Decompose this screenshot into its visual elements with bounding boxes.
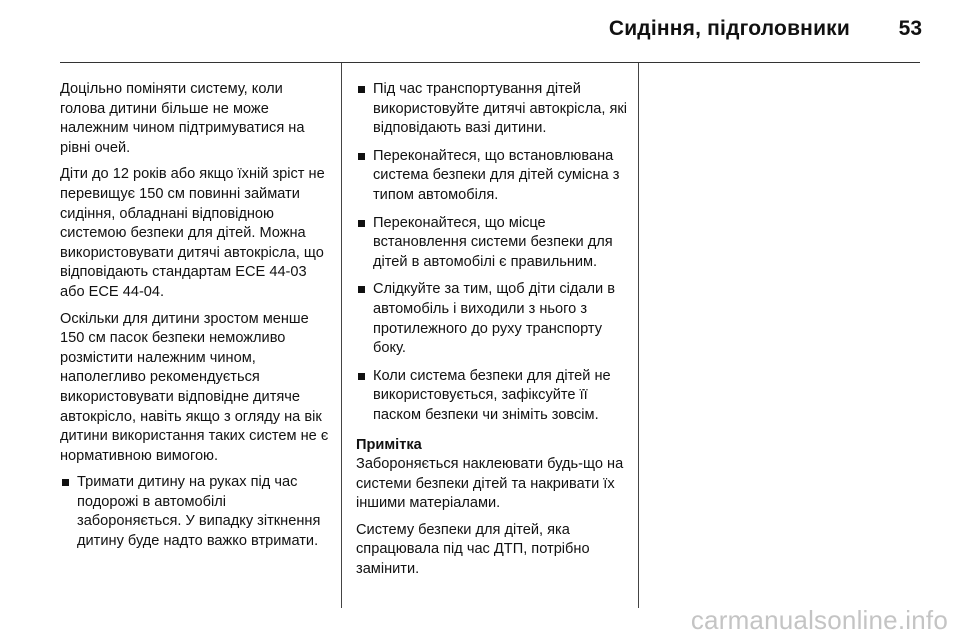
middle-column: [356, 80, 628, 587]
column-divider-right: [638, 63, 639, 608]
bullet-text: Тримати дитину на руках під час подорожі в автомобілі забороняється. У випадку зіткнення дитину буде надто важко втримати.: [77, 474, 321, 550]
bullet-item: [356, 80, 628, 139]
square-bullet-icon: [358, 373, 365, 380]
bullet-item: [60, 473, 330, 551]
left-column: [60, 80, 330, 560]
bullet-item: [356, 147, 628, 206]
header-rule: [60, 62, 920, 63]
paragraph: Доцільно поміняти систему, коли голова дитини більше не може належним чином підтримуватися на рівні очей.: [60, 81, 305, 156]
bullet-text: Коли система безпеки для дітей не використовується, зафіксуйте її паском безпеки чи зніміть зовсім.: [373, 367, 611, 423]
paragraph: Оскільки для дитини зростом менше 150 см пасок безпеки неможливо розмістити належним чином, наполегливо рекомендується використовувати відповідне дитяче автокрісло, навіть якщо з огляду на вік дитини використання таких систем не є нормативною вимогою.: [60, 310, 329, 464]
bullet-item: [356, 367, 628, 426]
page-number: 53: [898, 17, 922, 40]
square-bullet-icon: [358, 220, 365, 227]
closing-paragraph: Систему безпеки для дітей, яка спрацювала під час ДТП, потрібно замінити.: [356, 521, 590, 578]
square-bullet-icon: [358, 153, 365, 160]
note-heading: Примітка: [356, 436, 422, 453]
bullet-text: Переконайтеся, що місце встановлення системи безпеки для дітей в автомобілі є правильним.: [373, 214, 613, 270]
page-header-title: Сидіння, підголовники: [608, 17, 850, 40]
paragraph: Діти до 12 років або якщо їхній зріст не перевищує 150 см повинні займати сидіння, обладнані відповідною системою безпеки для дітей. Можна використовувати дитячі автокрісла, що відповідають стандартам ЕСЕ 44-03 або ЕСЕ 44-04.: [60, 166, 325, 300]
bullet-text: Під час транспортування дітей використовуйте дитячі автокрісла, які відповідають вазі дитини.: [373, 81, 627, 137]
watermark: carmanualsonline.info: [690, 605, 948, 635]
square-bullet-icon: [358, 286, 365, 293]
bullet-item: [356, 280, 628, 358]
note-text: Забороняється наклеювати будь-що на системи безпеки дітей та накривати їх іншими матеріалами.: [356, 456, 624, 512]
bullet-text: Слідкуйте за тим, щоб діти сідали в автомобіль і виходили з нього з протилежного до руху транспорту боку.: [373, 281, 616, 357]
square-bullet-icon: [62, 479, 69, 486]
bullet-text: Переконайтеся, що встановлювана система безпеки для дітей сумісна з типом автомобіля.: [373, 147, 620, 203]
bullet-item: [356, 214, 628, 273]
column-divider-left: [341, 63, 342, 608]
square-bullet-icon: [358, 86, 365, 93]
